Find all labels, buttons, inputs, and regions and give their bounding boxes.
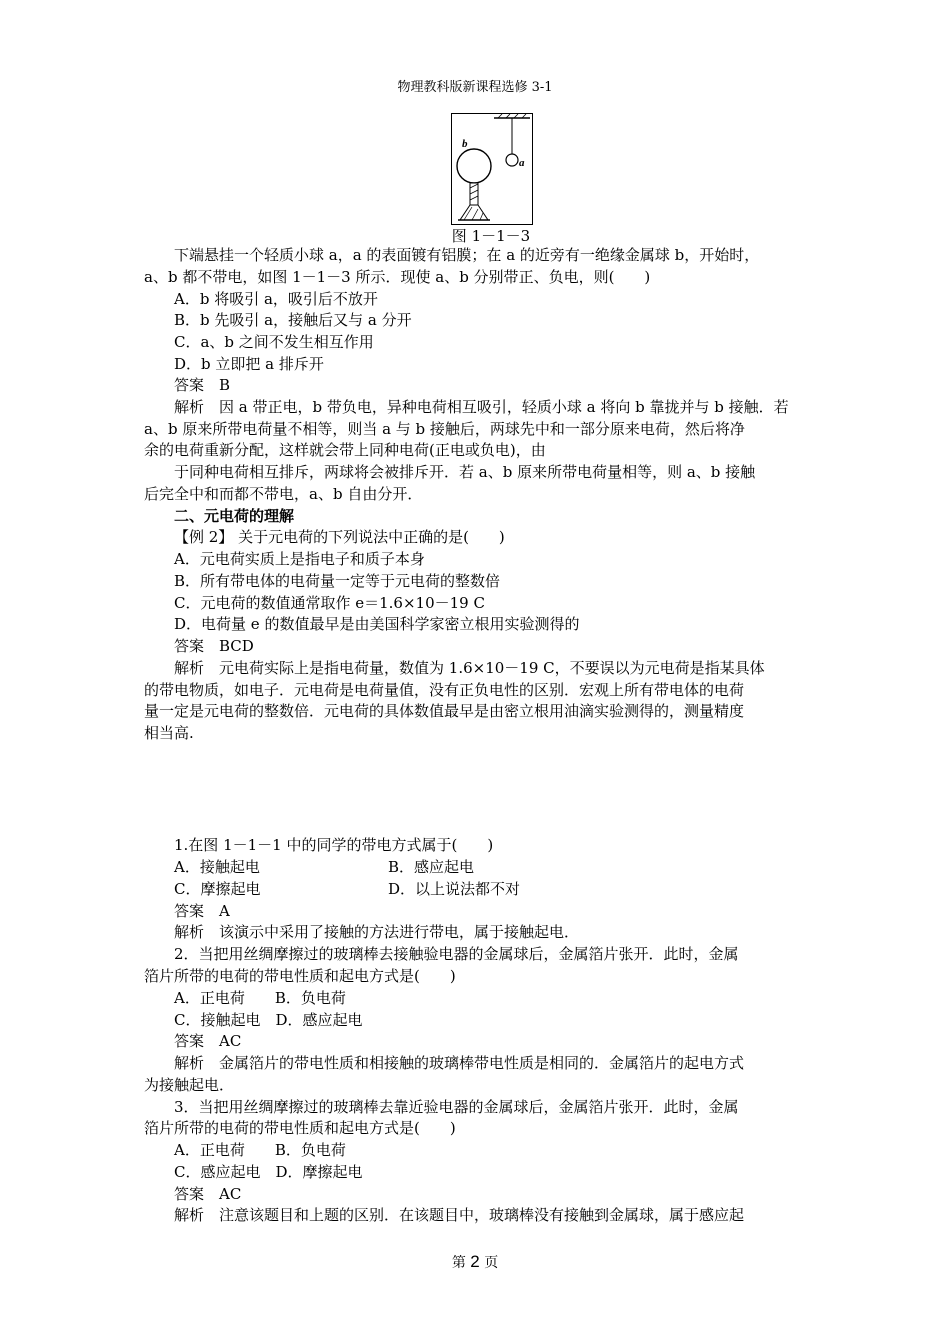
explanation: 后完全中和而都不带电，a、b 自由分开． bbox=[144, 485, 423, 503]
explanation: 解析 元电荷实际上是指电荷量，数值为 1.6×10－19 C，不要误以为元电荷是指某具体 bbox=[174, 659, 765, 677]
answer: 答案 BCD bbox=[174, 637, 254, 655]
exercise-2-options-ab: A．正电荷 B．负电荷 bbox=[174, 989, 346, 1007]
exercise-2-question: 箔片所带的电荷的带电性质和起电方式是( ) bbox=[144, 967, 456, 985]
exercise-1-explanation: 解析 该演示中采用了接触的方法进行带电，属于接触起电． bbox=[174, 923, 580, 941]
option-c: C．元电荷的数值通常取作 e＝1.6×10－19 C bbox=[174, 594, 485, 612]
exercise-3-answer: 答案 AC bbox=[174, 1185, 242, 1203]
explanation: 余的电荷重新分配，这样就会带上同种电荷(正电或负电)，由 bbox=[144, 441, 546, 459]
exercise-1-question: 1.在图 1－1－1 中的同学的带电方式属于( ) bbox=[174, 836, 494, 854]
figure-1-1-3 bbox=[451, 113, 533, 225]
explanation: 解析 因 a 带正电，b 带负电，异种电荷相互吸引，轻质小球 a 将向 b 靠拢并与 b 接触．若 bbox=[174, 398, 789, 416]
exercise-3-explanation: 解析 注意该题目和上题的区别．在该题目中，玻璃棒没有接触到金属球，属于感应起 bbox=[174, 1206, 745, 1224]
exercise-2-options-cd: C．接触起电 D．感应起电 bbox=[174, 1011, 363, 1029]
option-a: A．元电荷实质上是指电子和质子本身 bbox=[174, 550, 425, 568]
label-b: b bbox=[462, 138, 468, 150]
exercise-1-answer: 答案 A bbox=[174, 902, 230, 920]
explanation: 于同种电荷相互排斥，两球将会被排斥开．若 a、b 原来所带电荷量相等，则 a、b 接触 bbox=[174, 463, 756, 481]
exercise-2-explanation: 解析 金属箔片的带电性质和相接触的玻璃棒带电性质是相同的．金属箔片的起电方式 bbox=[174, 1054, 745, 1072]
exercise-2-answer: 答案 AC bbox=[174, 1032, 242, 1050]
exercise-3-options-cd: C．感应起电 D．摩擦起电 bbox=[174, 1163, 363, 1181]
charged-spheres-diagram bbox=[452, 114, 532, 224]
exercise-2-question: 2．当把用丝绸摩擦过的玻璃棒去接触验电器的金属球后，金属箔片张开．此时，金属 bbox=[174, 945, 739, 963]
page-prefix: 第 bbox=[451, 1255, 466, 1271]
exercise-3-question: 箔片所带的电荷的带电性质和起电方式是( ) bbox=[144, 1119, 456, 1137]
page-suffix: 页 bbox=[484, 1255, 499, 1271]
explanation: 的带电物质，如电子．元电荷是电荷量值，没有正负电性的区别．宏观上所有带电体的电荷 bbox=[144, 681, 745, 699]
option-a: A．b 将吸引 a，吸引后不放开 bbox=[174, 290, 378, 308]
exercise-3-question: 3．当把用丝绸摩擦过的玻璃棒去靠近验电器的金属球后，金属箔片张开．此时，金属 bbox=[174, 1098, 739, 1116]
option-b: B．所有带电体的电荷量一定等于元电荷的整数倍 bbox=[174, 572, 501, 590]
page-header: 物理教科版新课程选修 3-1 bbox=[397, 80, 553, 95]
explanation: 量一定是元电荷的整数倍．元电荷的具体数值最早是由密立根用油滴实验测得的，测量精度 bbox=[144, 702, 745, 720]
option-d: D．电荷量 e 的数值最早是由美国科学家密立根用实验测得的 bbox=[174, 615, 580, 633]
exercise-1-option-a: A．接触起电 bbox=[174, 858, 260, 876]
section-heading: 二、元电荷的理解 bbox=[174, 507, 295, 525]
text-line: 下端悬挂一个轻质小球 a，a 的表面镀有铝膜；在 a 的近旁有一绝缘金属球 b，开始时， bbox=[174, 246, 760, 264]
exercise-1-option-b: B．感应起电 bbox=[388, 858, 475, 876]
option-d: D．b 立即把 a 排斥开 bbox=[174, 355, 324, 373]
explanation: 相当高. bbox=[144, 724, 194, 742]
exercise-1-option-d: D．以上说法都不对 bbox=[388, 880, 521, 898]
page-number: 2 bbox=[470, 1252, 480, 1271]
option-b: B．b 先吸引 a，接触后又与 a 分开 bbox=[174, 311, 412, 329]
text-line: a、b 都不带电，如图 1－1－3 所示．现使 a、b 分别带正、负电，则( ) bbox=[144, 268, 651, 286]
exercise-2-explanation: 为接触起电． bbox=[144, 1076, 235, 1094]
answer: 答案 B bbox=[174, 376, 231, 394]
option-c: C．a、b 之间不发生相互作用 bbox=[174, 333, 374, 351]
exercise-3-options-ab: A．正电荷 B．负电荷 bbox=[174, 1141, 346, 1159]
page-footer bbox=[0, 1252, 950, 1272]
example-2-question: 【例 2】 关于元电荷的下列说法中正确的是( ) bbox=[174, 528, 505, 546]
label-a: a bbox=[519, 157, 525, 169]
explanation: a、b 原来所带电荷量不相等，则当 a 与 b 接触后，两球先中和一部分原来电荷，然后将净 bbox=[144, 420, 745, 438]
figure-caption: 图 1－1－3 bbox=[451, 227, 531, 245]
exercise-1-option-c: C．摩擦起电 bbox=[174, 880, 261, 898]
